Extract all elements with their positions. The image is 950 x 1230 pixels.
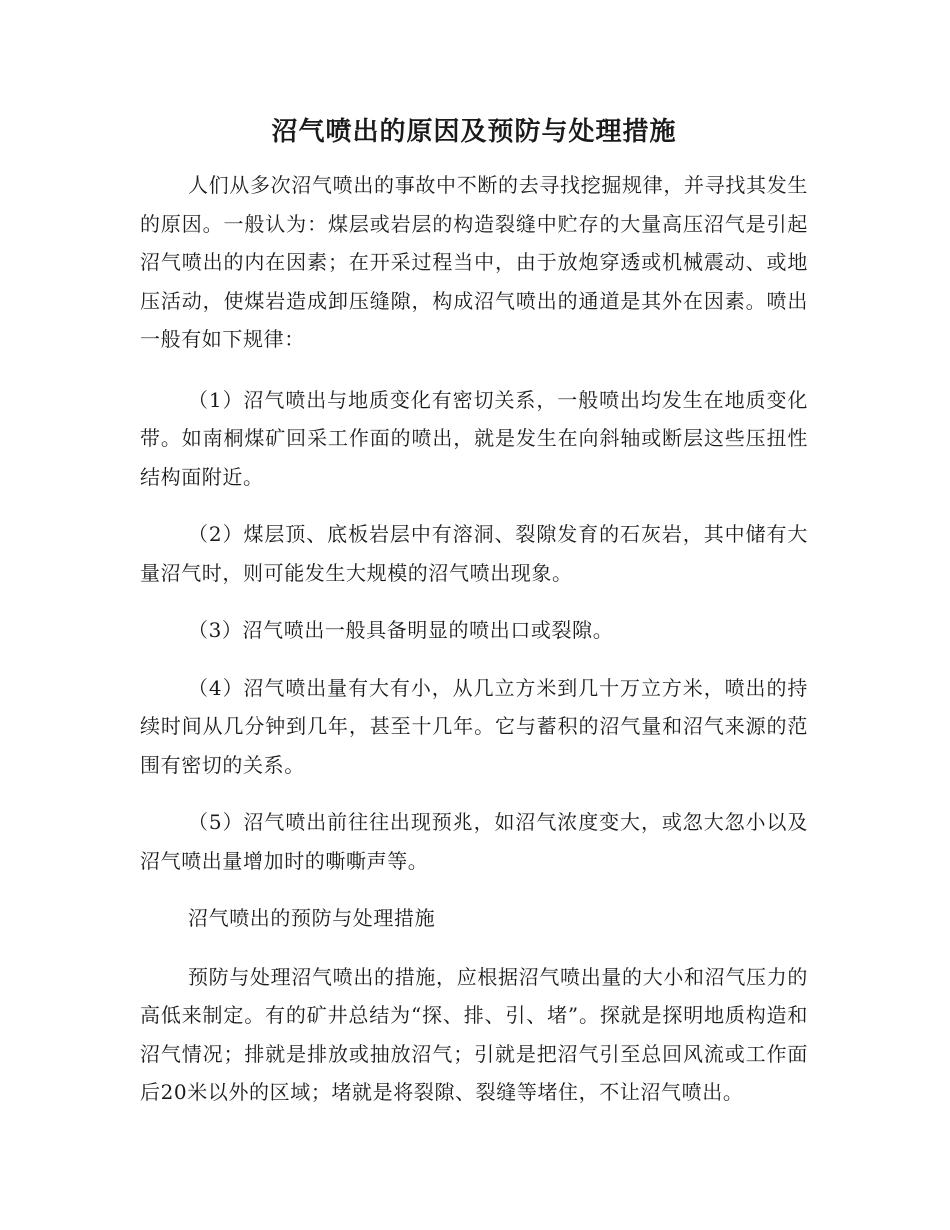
measures-paragraph: 预防与处理沼气喷出的措施，应根据沼气喷出量的大小和沼气压力的高低来制定。有的矿井总结为“探、排、引、堵”。探就是探明地质构造和沼气情况；排就是排放或抽放沼气；引就是把沼气引至总回风流或工作面后20米以外的区域；堵就是将裂隙、裂缝等堵住，不让沼气喷出。: [140, 964, 808, 1104]
rule-paragraph-4: （4）沼气喷出量有大有小，从几立方米到几十万立方米，喷出的持续时间从几分钟到几年，甚至十几年。它与蓄积的沼气量和沼气来源的范围有密切的关系。: [140, 675, 808, 777]
section-subheading: 沼气喷出的预防与处理措施: [188, 906, 436, 930]
rule-paragraph-2: （2）煤层顶、底板岩层中有溶洞、裂隙发育的石灰岩，其中储有大量沼气时，则可能发生大规模的沼气喷出现象。: [140, 522, 808, 585]
rule-paragraph-5: （5）沼气喷出前往往出现预兆，如沼气浓度变大，或忽大忽小以及沼气喷出量增加时的嘶嘶声等。: [140, 810, 808, 873]
intro-paragraph: 人们从多次沼气喷出的事故中不断的去寻找挖掘规律，并寻找其发生的原因。一般认为：煤层或岩层的构造裂缝中贮存的大量高压沼气是引起沼气喷出的内在因素；在开采过程当中，由于放炮穿透或机械震动、或地压活动，使煤岩造成卸压缝隙，构成沼气喷出的通道是其外在因素。喷出一般有如下规律：: [140, 173, 808, 351]
document-title: 沼气喷出的原因及预防与处理措施: [271, 117, 677, 147]
rule-paragraph-1: （1）沼气喷出与地质变化有密切关系，一般喷出均发生在地质变化带。如南桐煤矿回采工作面的喷出，就是发生在向斜轴或断层这些压扭性结构面附近。: [140, 387, 808, 489]
document-body: [140, 112, 808, 1131]
rule-paragraph-3: （3）沼气喷出一般具备明显的喷出口或裂隙。: [188, 618, 614, 642]
